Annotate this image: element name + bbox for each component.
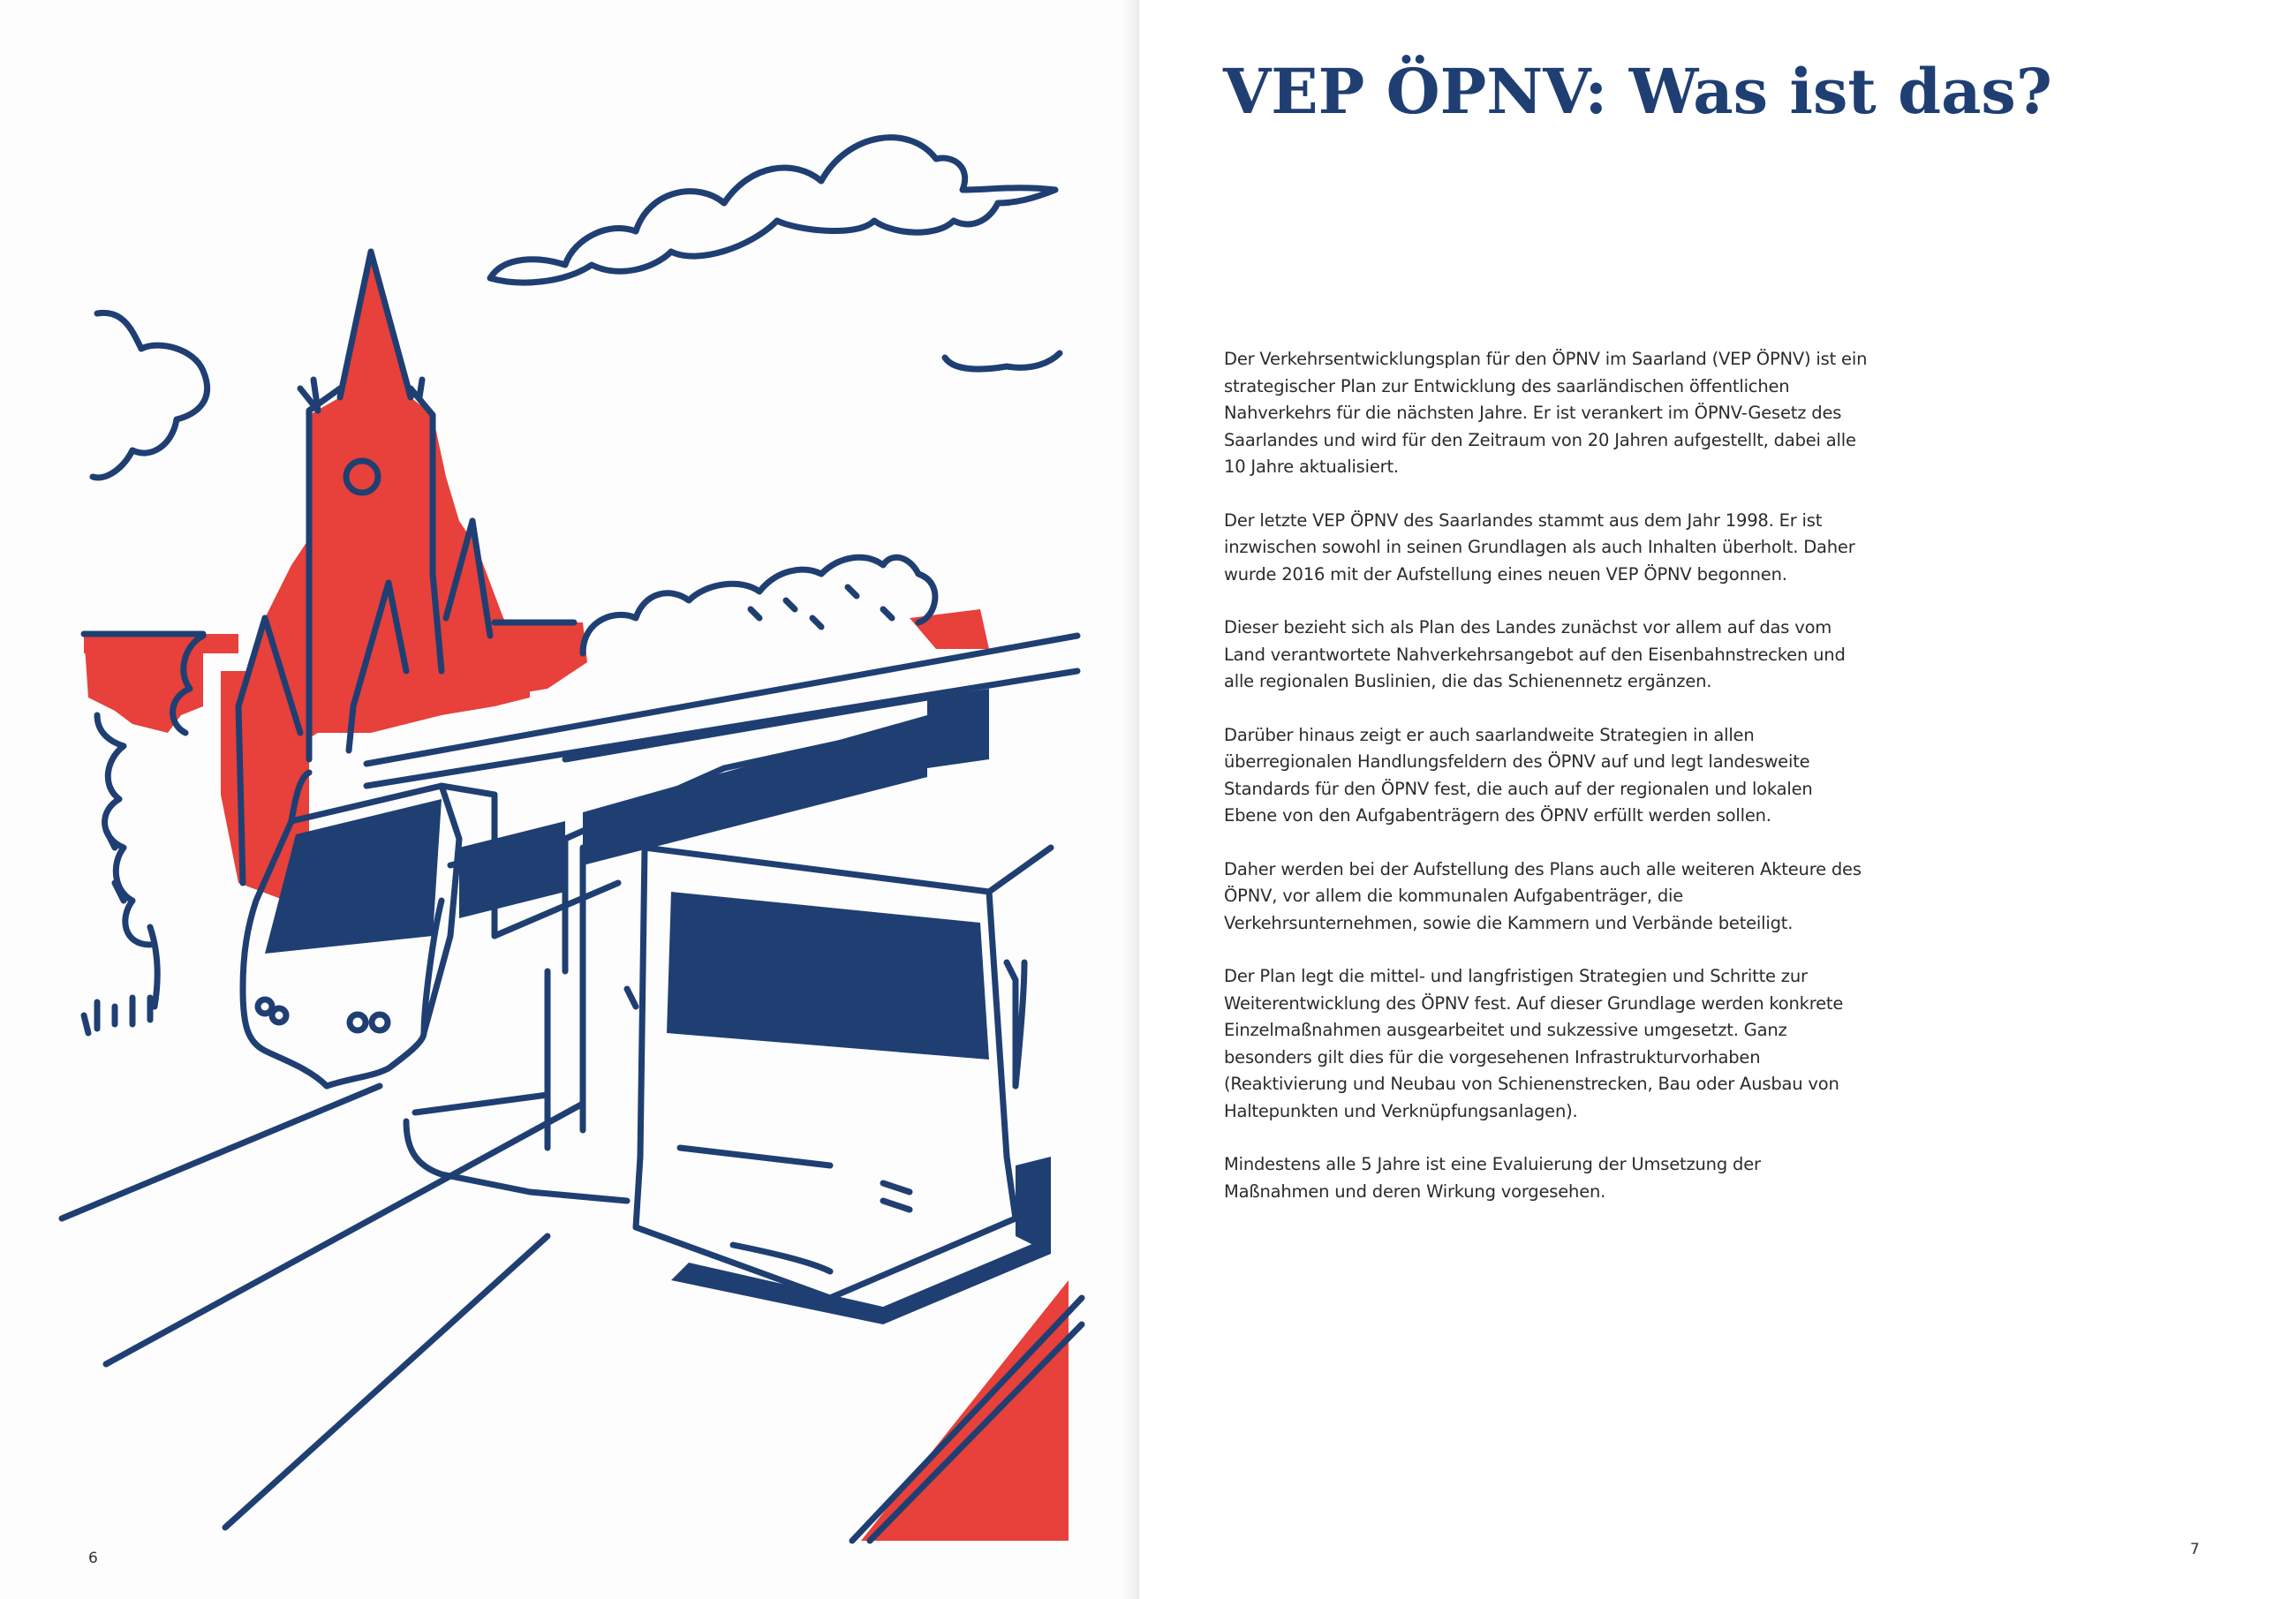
paragraph: Der Plan legt die mittel- und langfristigen Strategien und Schritte zur Weiterentwicklung des ÖPNV fest. Auf dieser Grundlage werden konkrete Einzelmaßnahmen ausgearbeitet und sukzessive umgesetzt. Ganz besonders gilt dies für die vorgesehenen Infrastrukturvorhaben (Reaktivierung und Neubau von Schienenstrecken, Bau oder Ausbau von Haltepunkten und Verknüpfungsanlagen).	[1224, 966, 1844, 1121]
page-number-right: 7	[2190, 1541, 2200, 1558]
paragraph: Der letzte VEP ÖPNV des Saarlandes stammt aus dem Jahr 1998. Er ist inzwischen sowohl in seinen Grundlagen als auch Inhalten überholt. Daher wurde 2016 mit der Aufstellung eines neuen VEP ÖPNV begonnen.	[1224, 509, 1855, 585]
paragraph: Mindestens alle 5 Jahre ist eine Evaluierung der Umsetzung der Maßnahmen und deren Wirkung vorgesehen.	[1224, 1154, 1761, 1202]
paragraph: Dieser bezieht sich als Plan des Landes zunächst vor allem auf das vom Land verantwortete Nahverkehrsangebot auf den Eisenbahnstrecken und alle regionalen Buslinien, die das Schienennetz ergänzen.	[1224, 617, 1846, 691]
left-page	[0, 0, 1139, 1599]
illustration-navy-lines	[62, 138, 1082, 1541]
tram-bus-church-illustration	[53, 97, 1095, 1563]
paragraph: Darüber hinaus zeigt er auch saarlandweite Strategien in allen überregionalen Handlungsfeldern des ÖPNV auf und legt landesweite Standards für den ÖPNV fest, die auch auf der regionalen und lokalen Ebene von den Aufgabenträgern des ÖPNV erfüllt werden sollen.	[1224, 724, 1813, 826]
illustration-red-areas	[84, 252, 1069, 1541]
paragraph: Der Verkehrsentwicklungsplan für den ÖPNV im Saarland (VEP ÖPNV) ist ein strategischer Plan zur Entwicklung des saarländischen öffentlichen Nahverkehrs für die nächsten Jahre. Er ist verankert im ÖPNV-Gesetz des Saarlandes und wird für den Zeitraum von 20 Jahren aufgestellt, dabei alle 10 Jahre aktualisiert.	[1224, 349, 1868, 477]
page-number-left: 6	[88, 1550, 98, 1567]
page-title: VEP ÖPNV: Was ist das?	[1223, 55, 2052, 128]
paragraph: Daher werden bei der Aufstellung des Plans auch alle weiteren Akteure des ÖPNV, vor allem die kommunalen Aufgabenträger, die Verkehrsunternehmen, sowie die Kammern und Verbände beteiligt.	[1224, 858, 1862, 933]
body-text	[1224, 346, 1869, 1232]
